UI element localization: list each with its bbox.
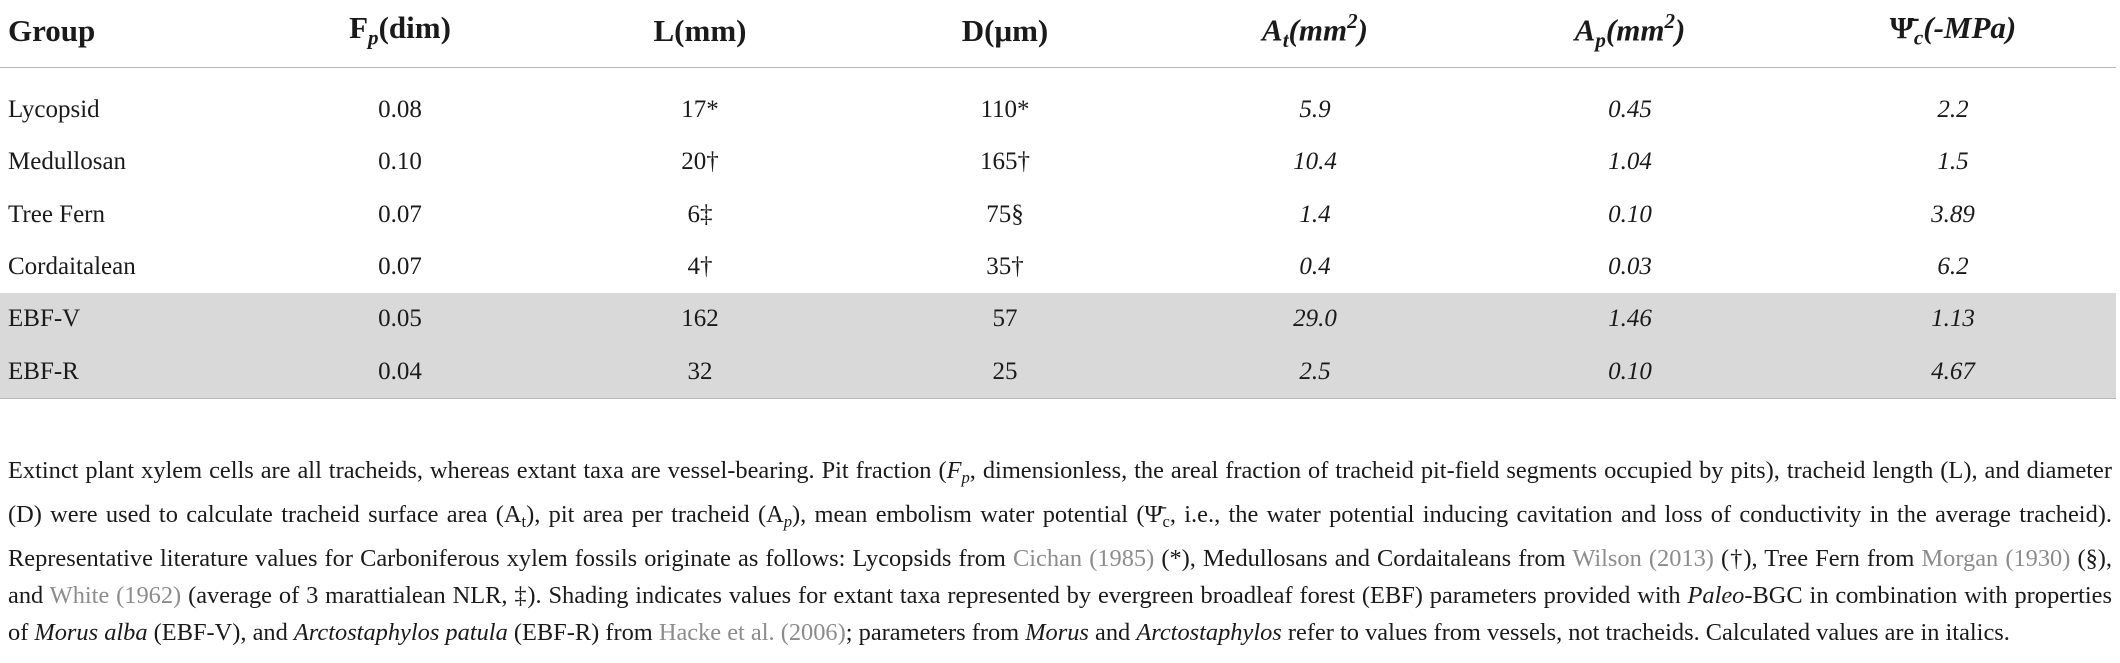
cell-at: 29.0: [1160, 293, 1470, 345]
reference-link-wilson[interactable]: Wilson (2013): [1572, 545, 1714, 573]
cell-psi: 1.13: [1790, 293, 2116, 345]
cell-at: 2.5: [1160, 345, 1470, 398]
cell-fp: 0.04: [250, 345, 550, 398]
reference-link-cichan[interactable]: Cichan (1985): [1013, 545, 1155, 573]
cell-psi: 3.89: [1931, 200, 1975, 228]
header-l: L(mm): [550, 0, 850, 68]
table-row: [0, 293, 2116, 345]
cell-d: 57: [850, 293, 1160, 345]
table-body: [0, 68, 2116, 399]
cell-at: 5.9: [1299, 96, 1331, 124]
cell-psi: 6.2: [1937, 253, 1969, 281]
cell-l: 17*: [681, 96, 719, 124]
cell-fp: 0.10: [378, 148, 422, 176]
cell-fp: 0.05: [250, 293, 550, 345]
cell-group: Lycopsid: [8, 96, 100, 124]
cell-group: Medullosan: [8, 148, 127, 176]
cell-ap: 0.45: [1608, 96, 1652, 124]
cell-d: 35†: [986, 253, 1024, 281]
table-row: [0, 345, 2116, 398]
cell-psi: 1.5: [1937, 148, 1969, 176]
header-d: D(μm): [850, 0, 1160, 68]
table-row: [0, 84, 2116, 136]
header-ap: $A_p(mm^2)$: [1470, 0, 1790, 68]
cell-group: EBF-R: [0, 345, 250, 398]
header-fp: $F_p(dim)$: [250, 0, 550, 68]
cell-group: Cordaitalean: [8, 253, 136, 281]
reference-link-morgan[interactable]: Morgan (1930): [1921, 545, 2071, 573]
cell-psi: 2.2: [1937, 96, 1969, 124]
cell-fp: 0.07: [378, 253, 422, 281]
cell-ap: 1.04: [1608, 148, 1652, 176]
cell-d: 75§: [986, 200, 1024, 228]
header-group: Group: [0, 0, 250, 68]
cell-at: 10.4: [1293, 148, 1337, 176]
cell-l: 6‡: [687, 200, 713, 228]
cell-fp: 0.07: [378, 200, 422, 228]
reference-link-hacke[interactable]: Hacke et al. (2006): [658, 619, 846, 647]
table-row: [0, 189, 2116, 241]
reference-link-white[interactable]: White (1962): [49, 582, 182, 610]
cell-ap: 1.46: [1470, 293, 1790, 345]
cell-at: 0.4: [1299, 253, 1331, 281]
header-psi: $\Psī_c(-MPa)$: [1790, 0, 2116, 68]
cell-group: Tree Fern: [8, 200, 105, 228]
table-caption: Extinct plant xylem cells are all tracheids, whereas extant taxa are vessel-bearing. Pit fraction ($F_p$, dimensionless, the areal fraction of tracheid pit-field segments occupied by pits), tracheid length (L), and diameter (D) were used to calculate tracheid surface area $(A_t)$, pit area per tracheid $(A_p)$, mean embolism water potential ($\Psī_c$, i.e., the water potential inducing cavitation and loss of conductivity in the average tracheid). Representative literature values for Carboniferous xylem fossils originate as follows: Lycopsids from Cichan (1985) (*), Medullosans and Cordaitaleans from Wilson (2013) (†), Tree Fern from Morgan (1930) (§), and White (1962) (average of 3 marattialean NLR, ‡). Shading indicates values for extant taxa represented by evergreen broadleaf forest (EBF) parameters provided with Paleo-BGC in combination with properties of Morus alba (EBF-V), and Arctostaphylos patula (EBF-R) from Hacke et al. (2006); parameters from Morus and Arctostaphylos refer to values from vessels, not tracheids. Calculated values are in italics.: [8, 457, 2113, 647]
cell-ap: 0.10: [1608, 200, 1652, 228]
cell-d: 25: [850, 345, 1160, 398]
cell-l: 32: [550, 345, 850, 398]
cell-ap: 0.03: [1608, 253, 1652, 281]
header-at: $A_t(mm^2)$: [1160, 0, 1470, 68]
cell-l: 4†: [687, 253, 713, 281]
table-row: [0, 136, 2116, 188]
table-header: [0, 0, 2116, 68]
cell-d: 165†: [980, 148, 1030, 176]
cell-l: 162: [550, 293, 850, 345]
table-row: [0, 241, 2116, 293]
cell-group: EBF-V: [0, 293, 250, 345]
cell-d: 110*: [980, 96, 1030, 124]
cell-fp: 0.08: [378, 96, 422, 124]
cell-ap: 0.10: [1470, 345, 1790, 398]
cell-l: 20†: [681, 148, 719, 176]
cell-at: 1.4: [1299, 200, 1331, 228]
cell-psi: 4.67: [1790, 345, 2116, 398]
